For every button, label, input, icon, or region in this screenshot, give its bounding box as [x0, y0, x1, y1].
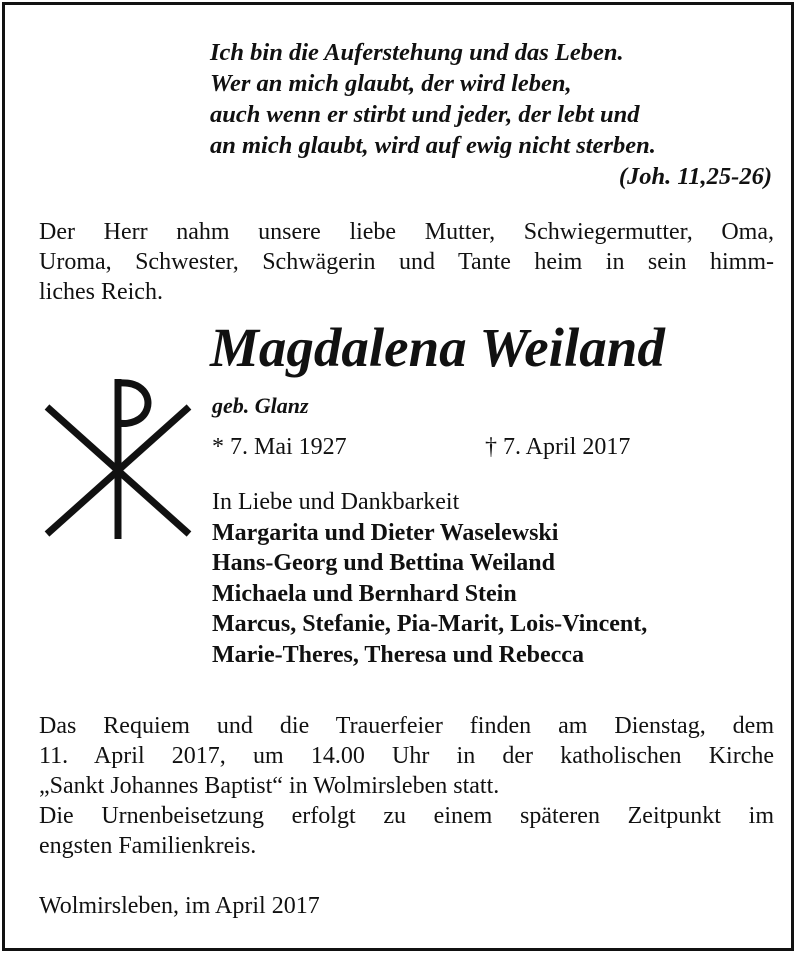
deceased-name: Magdalena Weiland	[210, 317, 665, 378]
verse-line: Wer an mich glaubt, der wird leben,	[210, 70, 572, 97]
requiem-line: 11. April 2017, um 14.00 Uhr in der katholischen Kirche	[39, 743, 774, 769]
mourner-name: Marcus, Stefanie, Pia-Marit, Lois-Vincent,	[212, 611, 648, 637]
verse-reference: (Joh. 11,25-26)	[618, 163, 772, 190]
verse-line: an mich glaubt, wird auf ewig nicht sterben.	[210, 132, 656, 159]
maiden-name: geb. Glanz	[212, 393, 309, 418]
intro-paragraph	[39, 217, 774, 307]
place-and-date: Wolmirsleben, im April 2017	[39, 893, 320, 919]
mourner-name: Margarita und Dieter Waselewski	[212, 519, 559, 546]
bible-verse	[210, 37, 775, 192]
mourners-intro: In Liebe und Dankbarkeit	[212, 489, 460, 515]
intro-line: liches Reich.	[39, 279, 163, 305]
birth-date: * 7. Mai 1927	[212, 434, 347, 460]
intro-line: Uroma, Schwester, Schwägerin und Tante heim in sein himm-	[39, 249, 774, 275]
requiem-line: „Sankt Johannes Baptist“ in Wolmirsleben statt.	[39, 773, 500, 799]
requiem-line: Die Urnenbeisetzung erfolgt zu einem späteren Zeitpunkt im	[39, 803, 774, 829]
chi-rho-icon	[43, 373, 193, 541]
requiem-line: engsten Familienkreis.	[39, 833, 257, 859]
requiem-paragraph	[39, 711, 774, 861]
mourner-name: Hans-Georg und Bettina Weiland	[212, 550, 555, 576]
requiem-line: Das Requiem und die Trauerfeier finden am Dienstag, dem	[39, 713, 774, 739]
mourner-name: Michaela und Bernhard Stein	[212, 580, 517, 607]
verse-line: Ich bin die Auferstehung und das Leben.	[210, 39, 624, 66]
obituary-frame	[2, 2, 794, 951]
death-date: † 7. April 2017	[485, 434, 631, 460]
mourner-name: Marie-Theres, Theresa und Rebecca	[212, 641, 584, 668]
mourners-block	[212, 487, 772, 670]
intro-line: Der Herr nahm unsere liebe Mutter, Schwiegermutter, Oma,	[39, 219, 774, 245]
verse-line: auch wenn er stirbt und jeder, der lebt und	[210, 101, 640, 128]
